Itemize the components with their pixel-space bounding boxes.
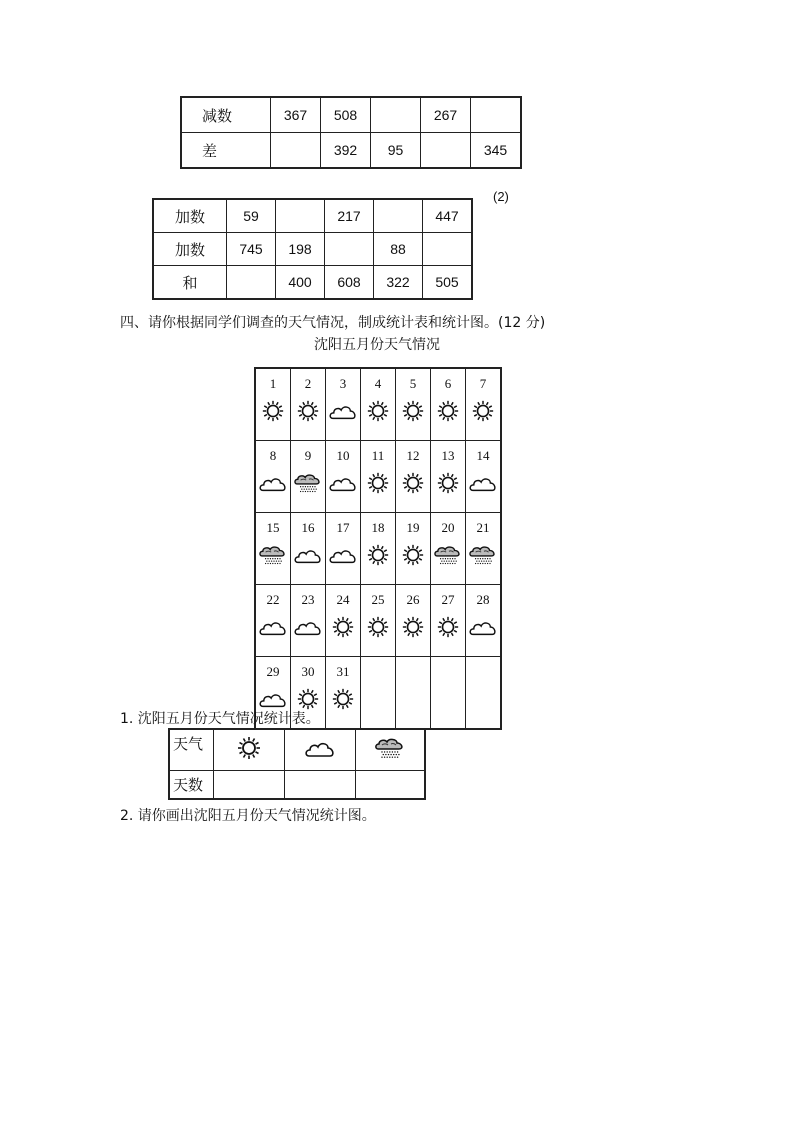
calendar-day-cell: [466, 441, 502, 513]
subtraction-row-label: 差: [181, 133, 271, 169]
sunny-icon: [398, 615, 428, 639]
stats-label-days: 天数: [169, 771, 214, 800]
rainy-icon: [373, 746, 407, 765]
addition-cell: 322: [374, 266, 423, 300]
calendar-day-number: 15: [266, 520, 280, 535]
calendar-day-number: 17: [336, 520, 350, 535]
subtraction-cell: 367: [271, 97, 321, 133]
calendar-empty-cell: [396, 657, 431, 730]
calendar-day-number: 16: [301, 520, 315, 535]
calendar-day-cell: [255, 585, 291, 657]
addition-cell: 447: [423, 199, 473, 233]
addition-cell: 198: [276, 233, 325, 266]
calendar-day-number: 23: [301, 592, 315, 607]
addition-cell: 505: [423, 266, 473, 300]
calendar-day-number: 9: [304, 448, 312, 463]
stats-row-weather: [169, 729, 425, 771]
sunny-icon: [293, 399, 323, 423]
stats-label-weather: 天气: [169, 729, 214, 771]
calendar-week-row: [255, 513, 501, 585]
calendar-week-row: [255, 585, 501, 657]
calendar-day-cell: [466, 585, 502, 657]
calendar-day-cell: [431, 368, 466, 441]
calendar-day-cell: [326, 585, 361, 657]
addition-cell: 88: [374, 233, 423, 266]
addition-row: [153, 233, 472, 266]
calendar-day-number: 6: [444, 376, 452, 391]
calendar-title: 沈阳五月份天气情况: [314, 337, 440, 353]
calendar-day-cell: [396, 585, 431, 657]
sunny-icon: [468, 399, 498, 423]
calendar-day-cell: [361, 368, 396, 441]
stats-days-rainy-cell[interactable]: [356, 771, 426, 800]
calendar-day-number: 5: [409, 376, 417, 391]
subtraction-row-label: 减数: [181, 97, 271, 133]
addition-cell[interactable]: [374, 199, 423, 233]
sunny-icon: [363, 471, 393, 495]
question-1: 1. 沈阳五月份天气情况统计表。: [120, 711, 320, 727]
addition-cell[interactable]: [227, 266, 276, 300]
calendar-day-cell: [291, 585, 326, 657]
cloudy-icon: [258, 471, 288, 495]
addition-row-label: 和: [153, 266, 227, 300]
addition-row-label: 加数: [153, 233, 227, 266]
calendar-week-row: [255, 441, 501, 513]
stats-row-days: [169, 771, 425, 800]
calendar-day-cell: [396, 441, 431, 513]
stats-days-sunny-cell[interactable]: [214, 771, 285, 800]
calendar-day-cell: [431, 585, 466, 657]
addition-cell[interactable]: [423, 233, 473, 266]
cloudy-icon: [328, 471, 358, 495]
subtraction-cell[interactable]: [421, 133, 471, 169]
rainy-icon: [258, 543, 288, 567]
calendar-day-number: 26: [406, 592, 420, 607]
calendar-day-number: 19: [406, 520, 420, 535]
calendar-day-cell: [255, 513, 291, 585]
addition-cell[interactable]: [276, 199, 325, 233]
stats-icon-cell-rainy: [356, 729, 426, 771]
subtraction-cell[interactable]: [271, 133, 321, 169]
calendar-empty-cell: [431, 657, 466, 730]
calendar-day-number: 13: [441, 448, 455, 463]
calendar-day-cell: [291, 513, 326, 585]
part-marker-2: (2): [493, 189, 509, 204]
cloudy-icon: [303, 746, 337, 765]
addition-cell: 608: [325, 266, 374, 300]
cloudy-icon: [258, 615, 288, 639]
calendar-day-cell: [466, 368, 502, 441]
calendar-day-number: 8: [269, 448, 277, 463]
calendar-day-number: 28: [476, 592, 490, 607]
calendar-empty-cell: [466, 657, 502, 730]
sunny-icon: [433, 471, 463, 495]
subtraction-cell: 508: [321, 97, 371, 133]
sunny-icon: [363, 615, 393, 639]
calendar-day-number: 22: [266, 592, 280, 607]
calendar-day-cell: [255, 368, 291, 441]
cloudy-icon: [293, 615, 323, 639]
cloudy-icon: [328, 543, 358, 567]
addition-cell[interactable]: [325, 233, 374, 266]
cloudy-icon: [468, 615, 498, 639]
sunny-icon: [363, 543, 393, 567]
stats-icon-cell-cloudy: [285, 729, 356, 771]
cloudy-icon: [293, 543, 323, 567]
sunny-icon: [433, 399, 463, 423]
addition-row: [153, 266, 472, 300]
stats-days-cloudy-cell[interactable]: [285, 771, 356, 800]
weather-stats-table: [168, 728, 426, 800]
calendar-day-cell: [291, 368, 326, 441]
sunny-icon: [398, 471, 428, 495]
calendar-day-number: 20: [441, 520, 455, 535]
cloudy-icon: [328, 399, 358, 423]
subtraction-cell: 95: [371, 133, 421, 169]
subtraction-table: [180, 96, 522, 169]
stats-icon-cell-sunny: [214, 729, 285, 771]
subtraction-row: [181, 133, 521, 169]
subtraction-cell[interactable]: [371, 97, 421, 133]
calendar-day-number: 3: [339, 376, 347, 391]
addition-row: [153, 199, 472, 233]
sunny-icon: [433, 615, 463, 639]
calendar-day-number: 27: [441, 592, 455, 607]
sunny-icon: [398, 399, 428, 423]
weather-calendar: [254, 367, 502, 730]
addition-cell: 745: [227, 233, 276, 266]
calendar-day-number: 11: [371, 448, 385, 463]
sunny-icon: [328, 687, 358, 711]
calendar-empty-cell: [361, 657, 396, 730]
sunny-icon: [363, 399, 393, 423]
rainy-icon: [293, 471, 323, 495]
subtraction-cell: 345: [471, 133, 522, 169]
calendar-day-number: 14: [476, 448, 490, 463]
calendar-day-number: 30: [301, 664, 315, 679]
calendar-day-number: 10: [336, 448, 350, 463]
calendar-day-cell: [396, 513, 431, 585]
calendar-day-cell: [326, 513, 361, 585]
cloudy-icon: [468, 471, 498, 495]
subtraction-row: [181, 97, 521, 133]
calendar-day-number: 21: [476, 520, 490, 535]
calendar-day-cell: [431, 513, 466, 585]
calendar-day-number: 12: [406, 448, 420, 463]
sunny-icon: [398, 543, 428, 567]
question-2: 2. 请你画出沈阳五月份天气情况统计图。: [120, 808, 376, 824]
calendar-day-number: 2: [304, 376, 312, 391]
calendar-day-cell: [291, 441, 326, 513]
addition-table: [152, 198, 473, 300]
subtraction-cell: 392: [321, 133, 371, 169]
calendar-day-number: 4: [374, 376, 382, 391]
calendar-day-cell: [255, 441, 291, 513]
addition-cell: 400: [276, 266, 325, 300]
calendar-day-number: 1: [269, 376, 277, 391]
calendar-week-row: [255, 368, 501, 441]
calendar-day-cell: [431, 441, 466, 513]
calendar-day-number: 7: [479, 376, 487, 391]
sunny-icon: [328, 615, 358, 639]
rainy-icon: [433, 543, 463, 567]
calendar-day-cell: [326, 368, 361, 441]
calendar-day-cell: [361, 441, 396, 513]
sunny-icon: [232, 746, 266, 765]
subtraction-cell: 267: [421, 97, 471, 133]
rainy-icon: [468, 543, 498, 567]
subtraction-cell[interactable]: [471, 97, 522, 133]
calendar-day-cell: [466, 513, 502, 585]
addition-cell: 59: [227, 199, 276, 233]
calendar-day-number: 31: [336, 664, 350, 679]
calendar-day-number: 24: [336, 592, 350, 607]
calendar-day-number: 18: [371, 520, 385, 535]
calendar-day-number: 29: [266, 664, 280, 679]
calendar-day-number: 25: [371, 592, 385, 607]
sunny-icon: [258, 399, 288, 423]
calendar-day-cell: [326, 657, 361, 730]
section-four-title: 四、请你根据同学们调查的天气情况，制成统计表和统计图。(12 分): [120, 315, 546, 331]
addition-cell: 217: [325, 199, 374, 233]
addition-row-label: 加数: [153, 199, 227, 233]
calendar-day-cell: [361, 513, 396, 585]
calendar-day-cell: [361, 585, 396, 657]
calendar-day-cell: [326, 441, 361, 513]
calendar-day-cell: [396, 368, 431, 441]
